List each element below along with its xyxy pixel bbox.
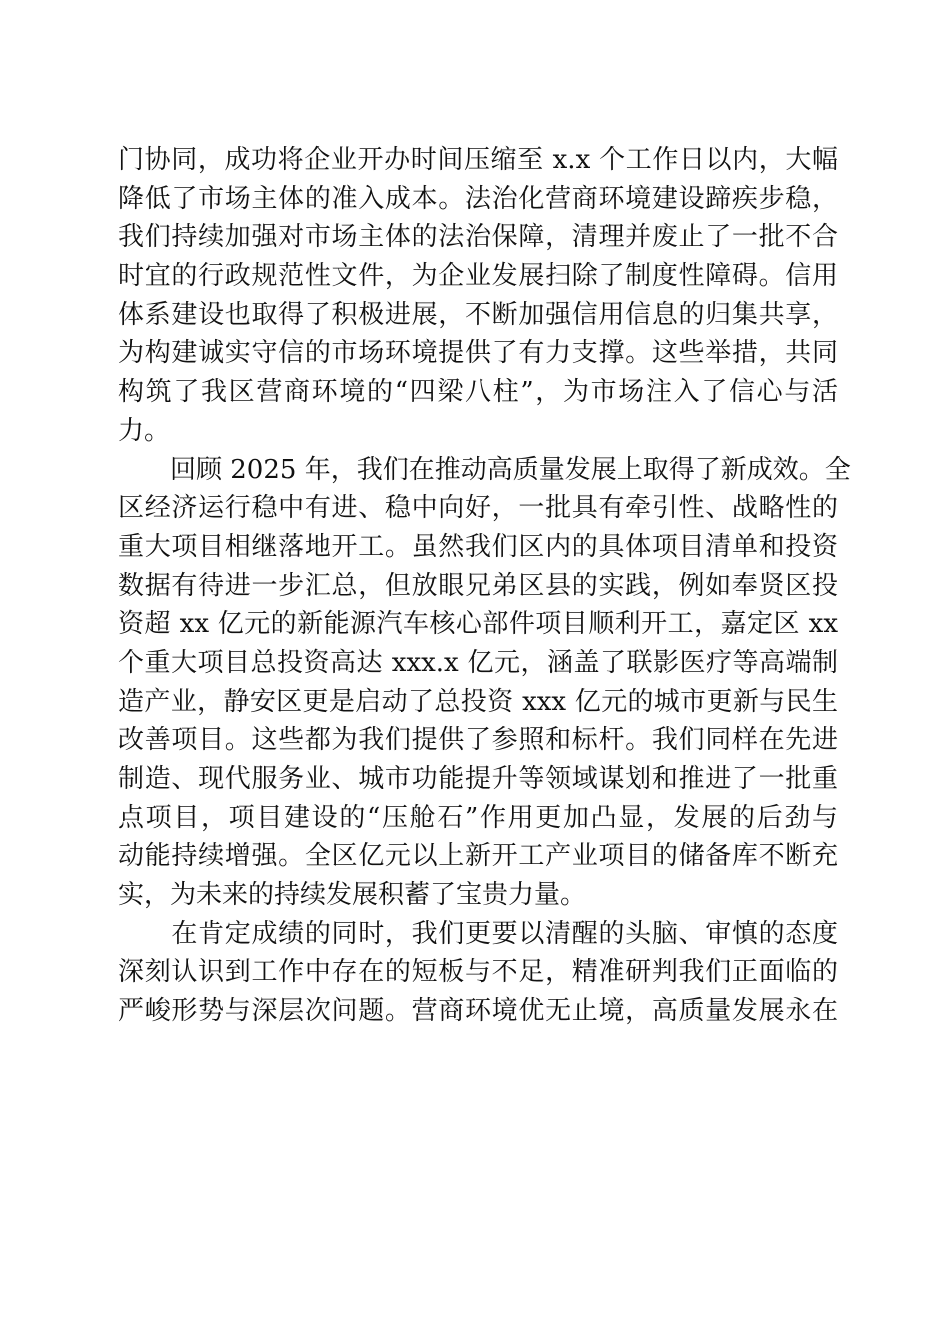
paragraph-1 (118, 141, 838, 451)
text-line: 门协同，成功将企业开办时间压缩至 x.x 个工作日以内，大幅 (118, 145, 838, 175)
text-line: 时宜的行政规范性文件，为企业发展扫除了制度性障碍。信用 (118, 261, 838, 292)
text-line: 降低了市场主体的准入成本。法治化营商环境建设蹄疾步稳， (118, 183, 838, 214)
text-line: 区经济运行稳中有进、稳中向好，一批具有牵引性、战略性的 (118, 493, 838, 524)
text-line: 体系建设也取得了积极进展，不断加强信用信息的归集共享， (118, 299, 838, 330)
text-line: 严峻形势与深层次问题。营商环境优无止境，高质量发展永在 (118, 996, 838, 1027)
paragraph-2 (118, 451, 851, 915)
text-line: 造产业，静安区更是启动了总投资 xxx 亿元的城市更新与民生 (118, 686, 838, 717)
text-line: 个重大项目总投资高达 xxx.x 亿元，涵盖了联影医疗等高端制 (118, 647, 838, 678)
text-line: 实，为未来的持续发展积蓄了宝贵力量。 (118, 880, 587, 911)
text-line: 深刻认识到工作中存在的短板与不足，精准研判我们正面临的 (118, 957, 838, 988)
text-line: 点项目，项目建设的“压舱石”作用更加凸显，发展的后劲与 (118, 802, 838, 833)
text-line: 我们持续加强对市场主体的法治保障，清理并废止了一批不合 (118, 222, 838, 253)
paragraph-3 (118, 915, 838, 1031)
text-line: 数据有待进一步汇总，但放眼兄弟区县的实践，例如奉贤区投 (118, 570, 838, 601)
text-line: 在肯定成绩的同时，我们更要以清醒的头脑、审慎的态度 (118, 918, 838, 949)
text-line: 动能持续增强。全区亿元以上新开工产业项目的储备库不断充 (118, 841, 838, 872)
text-line: 改善项目。这些都为我们提供了参照和标杆。我们同样在先进 (118, 725, 838, 756)
text-line: 构筑了我区营商环境的“四梁八柱”，为市场注入了信心与活 (118, 377, 838, 408)
text-line: 力。 (118, 415, 171, 446)
text-line: 为构建诚实守信的市场环境提供了有力支撑。这些举措，共同 (118, 338, 838, 369)
body-text (118, 141, 851, 1031)
text-line: 回顾 2025 年，我们在推动高质量发展上取得了新成效。全 (118, 454, 851, 485)
text-line: 制造、现代服务业、城市功能提升等领域谋划和推进了一批重 (118, 764, 838, 794)
text-line: 重大项目相继落地开工。虽然我们区内的具体项目清单和投资 (118, 531, 838, 562)
text-line: 资超 xx 亿元的新能源汽车核心部件项目顺利开工，嘉定区 xx (118, 609, 838, 640)
